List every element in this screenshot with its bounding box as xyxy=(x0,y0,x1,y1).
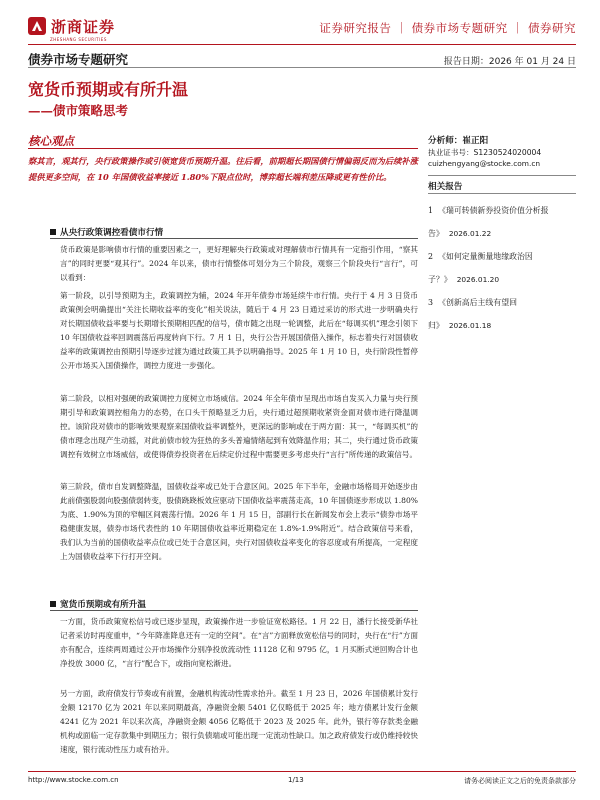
section-1-paragraph-1: 货币政策是影响债市行情的重要因素之一，更好理解央行政策或对理解债市行情具有一定指引作用，“察其言”的同时更要“观其行”。2024 年以来，债市行情整体可划分为三个阶段，观察三个阶段央行“言行”，可以看到： xyxy=(60,245,418,282)
related-divider-top xyxy=(428,175,576,176)
page-title: 宽货币预期或有所升温 xyxy=(28,80,189,99)
page-number: 1/13 xyxy=(288,776,304,784)
section-2-divider xyxy=(50,610,418,611)
page-subtitle: ——债市策略思考 xyxy=(28,103,129,118)
related-report-date: 2026.01.22 xyxy=(448,229,492,238)
section-2-heading xyxy=(50,598,146,610)
bullet-square-icon xyxy=(50,601,56,607)
analyst-certificate: 执业证书号：S1230524020004 xyxy=(428,148,542,157)
bullet-square-icon xyxy=(50,229,56,235)
related-divider-bottom xyxy=(428,193,576,194)
footer-url[interactable]: http://www.stocke.com.cn xyxy=(28,776,119,784)
related-report-number: 2 xyxy=(428,252,434,261)
key-points-text: 察其言，观其行，央行政策操作或引领宽货币预期升温。往后看，前期超长期国债行情偏弱反而为后续补涨提供更多空间，在 10 年国债收益率接近 1.80%下限点位时，博弈超长端利差压降或更有性价比。 xyxy=(28,156,418,182)
section-2-paragraph-2: 另一方面，政府债发行节奏或有前置，金融机构流动性需求抬升。截至 1 月 23 日，2026 年国债累计发行金额 12170 亿为 2021 年以来同期最高，净融资金额 5401 亿仅略低于 2025 年；地方债累计发行金额 4241 亿为 2021 年以来次高，净融资金额 4056 亿略低于 2023 及 2025 年。此外，银行等存款类金融机构或面临一定存款集中到期压力；银行负债端或可能出现一定流动性缺口。加之政府债发行或仍维持较快速度，银行流动性压力或有抬升。 xyxy=(60,689,418,754)
related-report-date: 2026.01.18 xyxy=(448,321,492,330)
related-reports-list xyxy=(428,199,578,337)
analyst-name: 崔正阳 xyxy=(462,136,489,146)
section-1-divider xyxy=(50,238,418,239)
section-1-heading xyxy=(50,226,163,238)
footer-divider xyxy=(28,771,576,772)
brand-subtitle: ZHESHANG SECURITIES xyxy=(50,37,107,42)
section-1-paragraph-4: 第三阶段，债市自发调整降温，国债收益率或已处于合意区间。2025 年下半年，金融市场格局开始逐步由此前债强股弱向股强债弱转变，股债跷跷板效应驱动下国债收益率震荡走高，10 年国债逐步形成以 1.80%为底、1.90%为顶的窄幅区间震荡行情。2026 年 1 月 15 日，部副行长在新闻发布会上表示“债券市场平稳健康发展，债券市场代表性的 10 年期国债收益率近期稳定在 1.8%-1.9%附近”。结合政策信号来看，我们认为当前的国债收益率点位或已处于合意区间，央行对国债收益率变化的容忍度或有所提高，一定程度上为国债收益率下行打开空间。 xyxy=(60,482,418,561)
section-type: 债券市场专题研究 xyxy=(28,52,129,67)
section-1-paragraph-2: 第一阶段，以引导预期为主，政策调控为辅，2024 年开年债券市场延续牛市行情。央行于 4 月 3 日货币政策例会明确提出“关注长期收益率的变化”相关说法，随后于 4 月 23 日通过采访的形式进一步明确央行对长期国债收益率要与长期增长预期相匹配的信号，债市随之出现一轮调整，此后在“每调买机”理念引领下 10 年国债收益率回调震荡后再度转向下行。7 月 1 日，央行公告开展国债借入操作，标志着央行对国债收益率的政策调控由预期引导逐步过渡为通过政策工具予以明确指导。2025 年 1 月 10 日，央行阶段性暂停公开市场买入国债操作，调控力度进一步强化。 xyxy=(60,291,418,370)
related-report-date: 2026.01.20 xyxy=(456,275,500,284)
analyst-line xyxy=(428,134,488,146)
section-1-paragraph-3: 第二阶段，以相对强硬的政策调控力度树立市场威信。2024 年全年债市呈现出市场自发买入力量与央行预期引导和政策调控相角力的态势，在口头干预略显乏力后，央行通过超预期收紧资金面对债市进行降温调控。该阶段对债市的影响效果观察来国债收益率调整外，更深远的影响或在于两方面：其一，“每调买机”的债市理念出现产生动摇，对此前债市较为狂热的多头普遍情绪起到有效降温作用；其二，央行通过货币政策调控有效树立市场威信，或使得债券投资者在后续定价过程中需要更多考虑央行“言行”所传递的政策信号。 xyxy=(60,394,418,459)
related-report-title: 《如何定量衡量地缘政治因子？》 xyxy=(428,252,533,284)
related-reports-heading: 相关报告 xyxy=(428,182,463,192)
key-points-divider xyxy=(28,148,418,149)
related-report-item[interactable] xyxy=(428,291,578,337)
related-report-title: 《瑞可转债新券投资价值分析报告》 xyxy=(428,206,549,238)
related-report-title: 《创新高后主线有望回归》 xyxy=(428,298,517,330)
section-2-paragraph-1: 一方面，货币政策宽松信号或已逐步显现，政策操作进一步验证宽松路径。1 月 22 日，潘行长接受新华社记者采访时再度重申，“今年降准降息还有一定的空间”。在“言”方面释放宽松信号的同时，央行在“行”方面亦有配合，连续两周通过公开市场操作分别净投放流动性 11128 亿和 9795 亿，1 月买断式逆回购合计也净投放 3000 亿，“言行”配合下，或指向宽松渐进。 xyxy=(60,617,418,668)
analyst-label: 分析师： xyxy=(428,136,463,146)
report-category-nav: 证券研究报告 ｜ 债券市场专题研究 ｜ 债券研究 xyxy=(319,21,576,35)
header-divider xyxy=(28,44,576,45)
analyst-email[interactable]: cuizhengyang@stocke.com.cn xyxy=(428,159,541,168)
brand-logo xyxy=(28,14,138,38)
related-report-item[interactable] xyxy=(428,245,578,291)
footer-disclaimer: 请务必阅读正文之后的免责条款部分 xyxy=(464,777,576,785)
key-points-heading: 核心观点 xyxy=(28,134,74,148)
section-2-title: 宽货币预期或有所升温 xyxy=(60,600,146,610)
related-report-item[interactable] xyxy=(428,199,578,245)
related-report-number: 1 xyxy=(428,206,434,215)
section-1-title: 从央行政策调控看债市行情 xyxy=(60,228,164,238)
brand-mark-icon xyxy=(28,17,46,35)
title-divider xyxy=(28,67,576,68)
report-date: 报告日期：2026 年 01 月 24 日 xyxy=(443,57,576,67)
related-report-number: 3 xyxy=(428,298,434,307)
brand-name: 浙商证券 xyxy=(51,17,116,36)
